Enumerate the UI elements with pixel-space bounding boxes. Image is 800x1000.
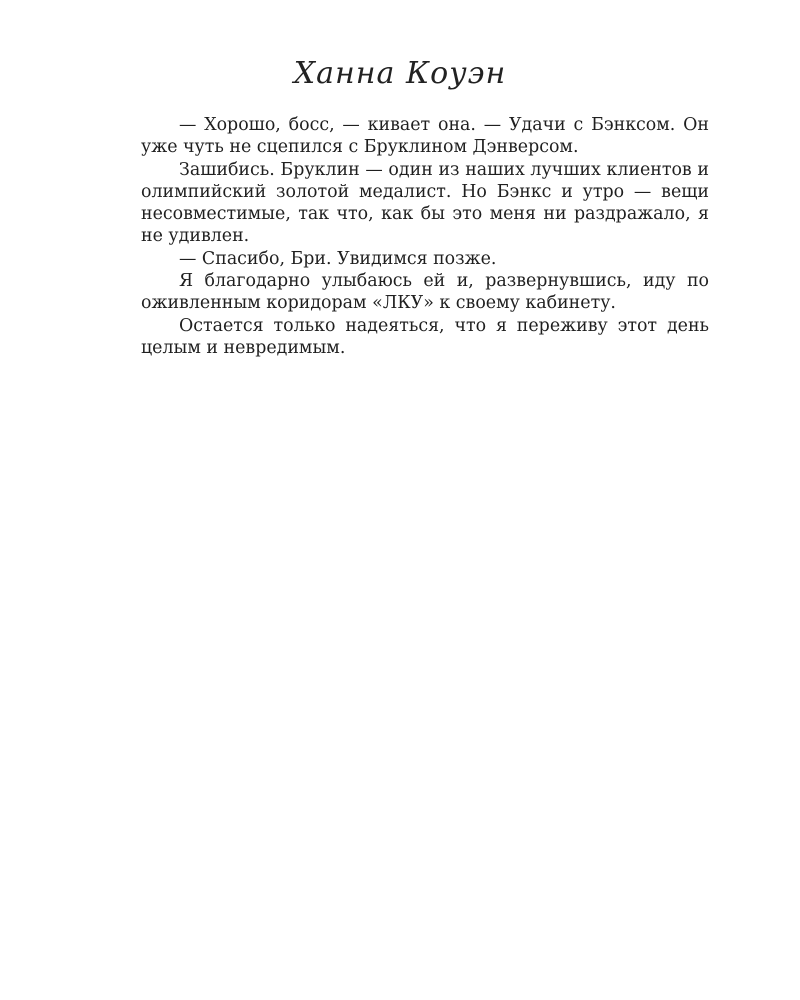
paragraph: — Хорошо, босс, — кивает она. — Удачи с Бэнксом. Он уже чуть не сцепился с Бруклином Дэнверсом.	[141, 115, 709, 158]
page-body-text	[141, 114, 709, 359]
paragraph: — Спасибо, Бри. Увидимся позже.	[179, 248, 497, 269]
paragraph: Зашибись. Бруклин — один из наших лучших клиентов и олимпийский золотой медалист. Но Бэнкс и утро — вещи несовместимые, так что, как бы это меня ни раздражало, я не удивлен.	[141, 159, 709, 247]
paragraph: Остается только надеяться, что я переживу этот день целым и невредимым.	[141, 315, 709, 358]
paragraph: Я благодарно улыбаюсь ей и, развернувшись, иду по оживленным коридорам «ЛКУ» к своему кабинету.	[141, 271, 709, 314]
running-head-author-name: Ханна Коуэн	[293, 56, 507, 91]
